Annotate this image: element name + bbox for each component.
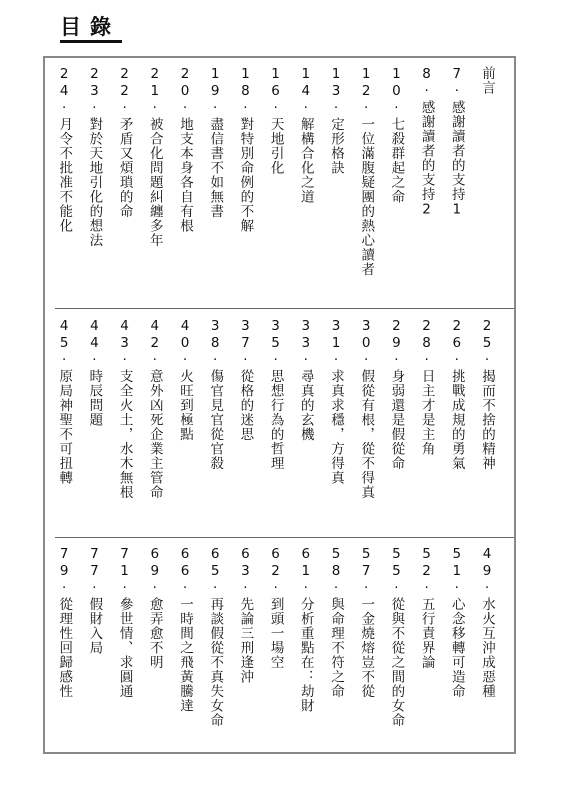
toc-entry: 19·盡信書不如無書	[207, 66, 224, 219]
toc-entry: 52·五行責界論	[418, 546, 435, 670]
page-title: 目錄	[60, 14, 122, 43]
toc-entry: 79·從理性回歸感性	[56, 546, 73, 699]
toc-entry: 7·感謝讀者的支持1	[448, 66, 465, 219]
toc-entry: 65·再談假從不真失女命	[207, 546, 224, 728]
toc-entry: 61·分析重點在：劫財	[297, 546, 314, 713]
toc-entry: 44·時辰問題	[86, 318, 103, 427]
toc-entry: 71·參世情、求圓通	[116, 546, 133, 699]
toc-section-3	[45, 546, 514, 746]
toc-entry: 69·愈弄愈不明	[146, 546, 163, 670]
toc-entry: 13·定形格訣	[328, 66, 344, 175]
toc-entry: 51·心念移轉可造命	[448, 546, 465, 699]
toc-entry: 20·地支本身各自有根	[177, 66, 193, 233]
toc-entry: 25·揭而不捨的精神	[479, 318, 495, 471]
toc-entry: 30·假從有根，從不得真	[358, 318, 375, 500]
toc-entry: 16·天地引化	[267, 66, 284, 175]
toc-entry: 57·一金燒熔豈不從	[358, 546, 375, 699]
toc-entry: 31·求真求穩，方得真	[328, 318, 344, 485]
section-divider	[55, 537, 514, 538]
toc-entry: 18·對特別命例的不解	[237, 66, 254, 233]
toc-entry: 77·假財入局	[86, 546, 103, 655]
toc-entry: 35·思想行為的哲理	[267, 318, 284, 471]
toc-entry: 63·先論三刑逢沖	[237, 546, 254, 684]
toc-entry: 43·支全火土，水木無根	[116, 318, 133, 500]
toc-entry: 38·傷官見官從官殺	[207, 318, 224, 471]
table-of-contents	[43, 56, 516, 754]
toc-entry: 8·感謝讀者的支持2	[418, 66, 435, 219]
toc-entry: 45·原局神聖不可扭轉	[56, 318, 73, 485]
toc-entry: 前言	[479, 66, 495, 95]
toc-entry: 49·水火互沖成惡種	[479, 546, 495, 699]
toc-entry: 42·意外凶死企業主管命	[146, 318, 163, 500]
section-divider	[55, 308, 514, 309]
toc-entry: 62·到頭一場空	[267, 546, 284, 670]
toc-entry: 40·火旺到極點	[177, 318, 193, 442]
toc-entry: 22·矛盾又煩瑣的命	[116, 66, 133, 219]
toc-entry: 14·解構合化之道	[297, 66, 314, 204]
toc-entry: 33·尋真的玄機	[297, 318, 314, 442]
toc-entry: 26·挑戰成規的勇氣	[448, 318, 465, 471]
toc-entry: 58·與命理不符之命	[328, 546, 344, 699]
toc-section-2	[45, 318, 514, 532]
toc-entry: 29·身弱還是假從命	[388, 318, 405, 471]
toc-entry: 66·一時間之飛黃騰達	[177, 546, 193, 713]
toc-entry: 37·從格的迷思	[237, 318, 254, 442]
toc-section-1	[45, 66, 514, 302]
toc-entry: 23·對於天地引化的想法	[86, 66, 103, 248]
toc-entry: 21·被合化問題糾纏多年	[146, 66, 163, 248]
toc-entry: 28·日主才是主角	[418, 318, 435, 456]
toc-entry: 55·從與不從之間的女命	[388, 546, 405, 728]
toc-entry: 24·月令不批准不能化	[56, 66, 73, 233]
toc-entry: 10·七殺群起之命	[388, 66, 405, 204]
toc-entry: 12·一位滿腹疑團的熱心讀者	[358, 66, 375, 277]
